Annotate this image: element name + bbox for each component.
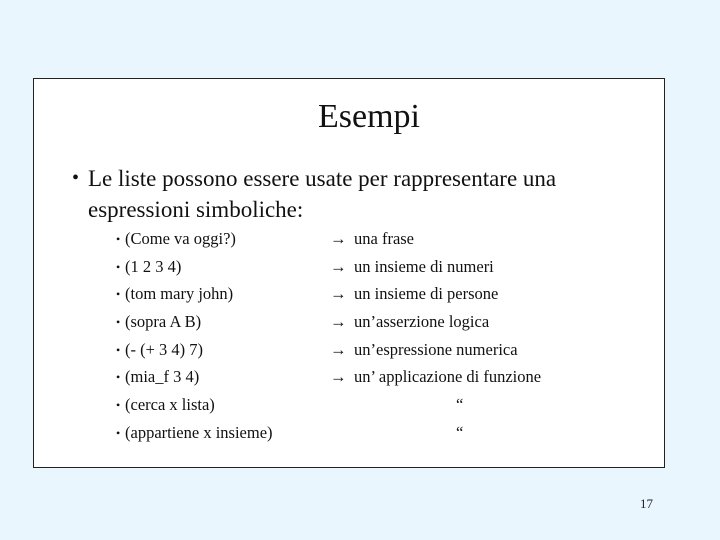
sub-bullet-dot: •: [116, 425, 121, 440]
sub-bullet-dot: •: [116, 398, 121, 413]
sub-bullet-dot: •: [116, 370, 121, 385]
bullet-dot: •: [72, 167, 80, 189]
ditto-mark: “: [456, 422, 464, 442]
example-row-8: [116, 423, 656, 451]
main-bullet: [72, 163, 652, 225]
example-meaning: un’ applicazione di funzione: [354, 367, 542, 387]
example-row-2: [116, 257, 656, 285]
example-expression: (cerca x lista): [125, 395, 215, 415]
ditto-mark: “: [456, 395, 464, 415]
right-arrow-icon: →: [330, 229, 347, 248]
example-expression: (tom mary john): [125, 284, 234, 304]
example-meaning: un’asserzione logica: [354, 312, 490, 332]
slide-content-box: [33, 78, 665, 468]
example-expression: (sopra A B): [125, 312, 202, 332]
slide-title: Esempi: [318, 98, 420, 135]
example-row-5: [116, 340, 656, 368]
page-number: 17: [640, 496, 653, 511]
examples-list: [116, 229, 656, 451]
sub-bullet-dot: •: [116, 315, 121, 330]
right-arrow-icon: →: [330, 284, 347, 304]
sub-bullet-dot: •: [116, 232, 121, 246]
example-meaning: un insieme di persone: [354, 284, 499, 304]
example-expression: (- (+ 3 4) 7): [125, 339, 204, 359]
example-expression: (mia_f 3 4): [125, 367, 200, 387]
example-row-7: [116, 395, 656, 423]
example-expression: (appartiene x insieme): [125, 422, 273, 442]
example-meaning: una frase: [354, 229, 415, 248]
example-row-6: [116, 367, 656, 395]
sub-bullet-dot: •: [116, 342, 121, 357]
example-row-4: [116, 312, 656, 340]
right-arrow-icon: →: [330, 339, 347, 359]
right-arrow-icon: →: [330, 367, 347, 387]
example-meaning: un insieme di numeri: [354, 256, 494, 276]
example-row-1: [116, 229, 656, 257]
example-expression: (1 2 3 4): [125, 256, 182, 276]
example-expression: (Come va oggi?): [125, 229, 236, 248]
right-arrow-icon: →: [330, 312, 347, 332]
example-row-3: [116, 284, 656, 312]
sub-bullet-dot: •: [116, 259, 121, 274]
right-arrow-icon: →: [330, 256, 347, 276]
example-meaning: un’espressione numerica: [354, 339, 518, 359]
main-bullet-text: Le liste possono essere usate per rappresentare una espressioni simboliche:: [88, 166, 557, 222]
sub-bullet-dot: •: [116, 287, 121, 302]
